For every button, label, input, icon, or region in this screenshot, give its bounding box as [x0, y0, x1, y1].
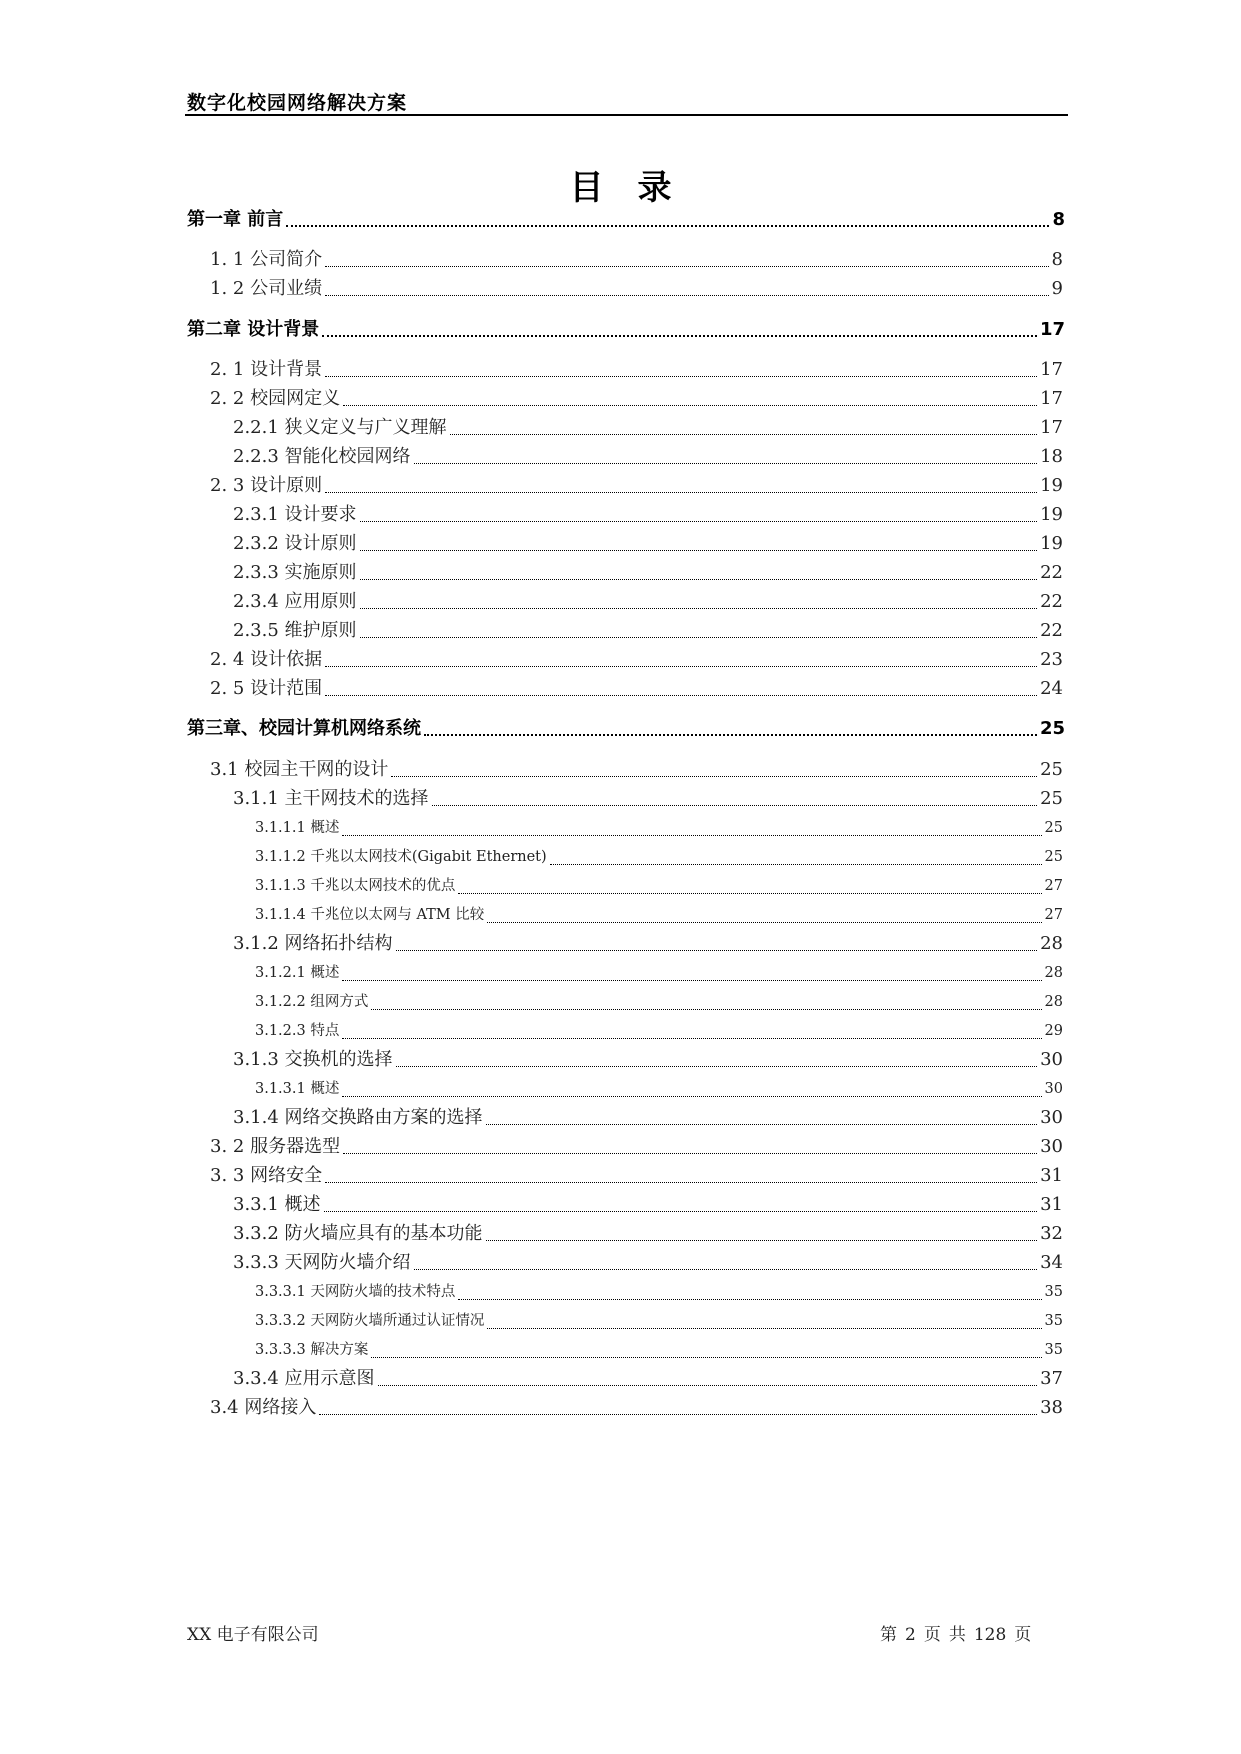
toc-entry-title: 3.3.3 天网防火墙介绍: [233, 1252, 411, 1273]
footer-page-number: 2: [905, 1625, 916, 1645]
toc-entry-page: 34: [1040, 1252, 1063, 1273]
toc-entry[interactable]: [233, 413, 1063, 443]
toc-entry[interactable]: [255, 1277, 1063, 1307]
toc-entry[interactable]: [210, 355, 1063, 385]
toc-dot-leader: [360, 608, 1038, 609]
toc-entry[interactable]: [255, 987, 1063, 1017]
toc-entry-title: 2.3.4 应用原则: [233, 591, 357, 612]
toc-entry-title: 3.1.1.2 千兆以太网技术(Gigabit Ethernet): [255, 849, 547, 865]
toc-dot-leader: [325, 266, 1048, 267]
toc-entry[interactable]: [233, 1190, 1063, 1220]
toc-entry-page: 30: [1040, 1049, 1063, 1070]
toc-entry[interactable]: [233, 1103, 1063, 1133]
toc-entry[interactable]: [233, 442, 1063, 472]
toc-entry-title: 3.1.1 主干网技术的选择: [233, 788, 429, 809]
toc-entry-title: 3.1.2.2 组网方式: [255, 994, 369, 1010]
toc-dot-leader: [343, 405, 1037, 406]
toc-entry-title: 第一章 前言: [187, 209, 284, 230]
toc-dot-leader: [424, 734, 1037, 736]
toc-entry-page: 8: [1052, 209, 1065, 230]
toc-dot-leader: [322, 335, 1037, 337]
toc-entry-page: 25: [1039, 718, 1065, 739]
toc-entry-title: 3. 2 服务器选型: [210, 1136, 341, 1157]
toc-entry-title: 2.3.5 维护原则: [233, 620, 357, 641]
toc-entry-title: 3.3.1 概述: [233, 1194, 321, 1215]
toc-entry-page: 31: [1040, 1194, 1063, 1215]
toc-entry[interactable]: [233, 1219, 1063, 1249]
toc-entry-page: 30: [1044, 1081, 1063, 1097]
toc-entry-title: 3.1.3 交换机的选择: [233, 1049, 393, 1070]
toc-dot-leader: [396, 1066, 1038, 1067]
toc-dot-leader: [325, 492, 1037, 493]
toc-entry-title: 2. 2 校园网定义: [210, 388, 341, 409]
toc-entry-title: 3.1.1.3 千兆以太网技术的优点: [255, 878, 456, 894]
toc-entry-page: 17: [1040, 359, 1063, 380]
toc-entry[interactable]: [233, 529, 1063, 559]
toc-entry[interactable]: [255, 1335, 1063, 1365]
toc-dot-leader: [360, 637, 1038, 638]
toc-dot-leader: [486, 1240, 1038, 1241]
toc-entry-page: 19: [1040, 504, 1063, 525]
toc-entry-title: 3.1.2.3 特点: [255, 1023, 340, 1039]
toc-dot-leader: [324, 1211, 1038, 1212]
toc-dot-leader: [391, 776, 1037, 777]
toc-entry-page: 35: [1044, 1313, 1063, 1329]
toc-entry-page: 35: [1044, 1342, 1063, 1358]
toc-entry-page: 23: [1040, 649, 1063, 670]
toc-entry-page: 22: [1040, 562, 1063, 583]
running-header-title: 数字化校园网络解决方案: [187, 92, 408, 114]
toc-dot-leader: [342, 1038, 1041, 1039]
toc-entry[interactable]: [255, 1306, 1063, 1336]
toc-entry[interactable]: [233, 929, 1063, 959]
toc-entry-title: 3.3.3.3 解决方案: [255, 1342, 369, 1358]
toc-entry-page: 32: [1040, 1223, 1063, 1244]
toc-entry[interactable]: [210, 1161, 1063, 1191]
toc-entry-page: 28: [1044, 994, 1063, 1010]
toc-entry-title: 2.2.3 智能化校园网络: [233, 446, 411, 467]
toc-entry-page: 22: [1040, 591, 1063, 612]
toc-dot-leader: [360, 550, 1038, 551]
toc-entry-page: 30: [1040, 1107, 1063, 1128]
toc-entry-title: 3.1.2.1 概述: [255, 965, 340, 981]
toc-entry-page: 25: [1040, 788, 1063, 809]
toc-entry-page: 18: [1040, 446, 1063, 467]
toc-entry-page: 28: [1040, 933, 1063, 954]
toc-entry-page: 17: [1039, 319, 1065, 340]
toc-dot-leader: [325, 376, 1037, 377]
toc-dot-leader: [396, 950, 1038, 951]
toc-entry[interactable]: [210, 755, 1063, 785]
toc-entry-title: 2.3.2 设计原则: [233, 533, 357, 554]
toc-entry[interactable]: [210, 1393, 1063, 1423]
toc-entry[interactable]: [233, 784, 1063, 814]
toc-entry[interactable]: [187, 205, 1065, 235]
toc-entry-title: 2. 3 设计原则: [210, 475, 323, 496]
toc-entry-title: 2. 5 设计范围: [210, 678, 323, 699]
toc-entry-title: 1. 2 公司业绩: [210, 278, 323, 299]
footer-page-label: 页: [923, 1625, 941, 1645]
toc-entry[interactable]: [210, 1132, 1063, 1162]
toc-entry-title: 1. 1 公司简介: [210, 249, 323, 270]
toc-entry[interactable]: [233, 616, 1063, 646]
toc-entry-title: 3.3.2 防火墙应具有的基本功能: [233, 1223, 483, 1244]
toc-dot-leader: [319, 1414, 1037, 1415]
toc-dot-leader: [487, 922, 1041, 923]
toc-entry[interactable]: [187, 315, 1065, 345]
toc-dot-leader: [550, 864, 1042, 865]
toc-entry-page: 24: [1040, 678, 1063, 699]
toc-entry-title: 2.3.3 实施原则: [233, 562, 357, 583]
toc-dot-leader: [325, 295, 1048, 296]
toc-entry[interactable]: [210, 674, 1063, 704]
toc-dot-leader: [378, 1385, 1038, 1386]
toc-entry[interactable]: [255, 871, 1063, 901]
toc-dot-leader: [486, 1124, 1038, 1125]
toc-entry-page: 19: [1040, 475, 1063, 496]
toc-entry[interactable]: [210, 471, 1063, 501]
toc-dot-leader: [432, 805, 1038, 806]
toc-dot-leader: [414, 463, 1038, 464]
toc-entry[interactable]: [233, 587, 1063, 617]
toc-entry-title: 3.1.2 网络拓扑结构: [233, 933, 393, 954]
toc-entry[interactable]: [210, 274, 1063, 304]
toc-dot-leader: [325, 666, 1037, 667]
toc-entry-page: 27: [1044, 878, 1063, 894]
toc-entry-page: 35: [1044, 1284, 1063, 1300]
toc-entry-title: 2.3.1 设计要求: [233, 504, 357, 525]
toc-dot-leader: [458, 1299, 1041, 1300]
toc-entry-page: 9: [1051, 278, 1063, 299]
footer-total-pages: 128: [973, 1625, 1007, 1645]
toc-entry-title: 3.3.3.2 天网防火墙所通过认证情况: [255, 1313, 485, 1329]
toc-dot-leader: [360, 579, 1038, 580]
toc-entry-title: 3.1 校园主干网的设计: [210, 759, 389, 780]
toc-entry-page: 29: [1044, 1023, 1063, 1039]
toc-dot-leader: [343, 1153, 1037, 1154]
toc-entry-page: 30: [1040, 1136, 1063, 1157]
toc-dot-leader: [342, 980, 1041, 981]
toc-entry-page: 22: [1040, 620, 1063, 641]
toc-entry[interactable]: [233, 1045, 1063, 1075]
toc-entry-title: 3.1.1.4 千兆位以太网与 ATM 比较: [255, 907, 485, 923]
toc-title: 目录: [569, 168, 706, 208]
toc-entry-title: 第二章 设计背景: [187, 319, 320, 340]
toc-entry[interactable]: [233, 500, 1063, 530]
toc-entry[interactable]: [255, 842, 1063, 872]
toc-entry[interactable]: [233, 558, 1063, 588]
footer-page-label: 第: [880, 1625, 897, 1645]
toc-entry-page: 25: [1040, 759, 1063, 780]
toc-entry[interactable]: [255, 900, 1063, 930]
footer-total-label: 共: [948, 1625, 966, 1645]
toc-entry-page: 31: [1040, 1165, 1063, 1186]
toc-entry-title: 3.1.3.1 概述: [255, 1081, 340, 1097]
toc-entry[interactable]: [187, 714, 1065, 744]
toc-entry-page: 19: [1040, 533, 1063, 554]
toc-entry-page: 25: [1044, 849, 1063, 865]
toc-entry-title: 3.4 网络接入: [210, 1397, 317, 1418]
toc-dot-leader: [342, 1096, 1041, 1097]
toc-entry-title: 2. 4 设计依据: [210, 649, 323, 670]
toc-dot-leader: [371, 1357, 1041, 1358]
toc-entry-page: 27: [1044, 907, 1063, 923]
toc-entry-page: 8: [1051, 249, 1063, 270]
toc-dot-leader: [458, 893, 1041, 894]
toc-entry-page: 28: [1044, 965, 1063, 981]
toc-entry[interactable]: [210, 645, 1063, 675]
footer-total-label: 页: [1014, 1625, 1032, 1645]
toc-entry-page: 37: [1040, 1368, 1063, 1389]
toc-entry[interactable]: [255, 1016, 1063, 1046]
toc-dot-leader: [325, 695, 1037, 696]
toc-entry[interactable]: [255, 1074, 1063, 1104]
toc-entry[interactable]: [210, 245, 1063, 275]
toc-entry[interactable]: [210, 384, 1063, 414]
toc-entry-page: 17: [1040, 388, 1063, 409]
toc-entry-page: 25: [1044, 820, 1063, 836]
toc-entry-title: 第三章、校园计算机网络系统: [187, 718, 421, 739]
toc-entry-title: 3.3.4 应用示意图: [233, 1368, 375, 1389]
toc-entry-title: 2. 1 设计背景: [210, 359, 323, 380]
toc-entry[interactable]: [255, 958, 1063, 988]
toc-dot-leader: [286, 225, 1049, 227]
toc-dot-leader: [487, 1328, 1041, 1329]
footer-page-info: [880, 1620, 1039, 1645]
footer-company: XX 电子有限公司: [187, 1625, 319, 1645]
toc-dot-leader: [360, 521, 1038, 522]
toc-dot-leader: [414, 1269, 1038, 1270]
toc-entry-page: 17: [1040, 417, 1063, 438]
toc-entry-title: 3. 3 网络安全: [210, 1165, 323, 1186]
toc-dot-leader: [325, 1182, 1037, 1183]
toc-dot-leader: [371, 1009, 1041, 1010]
toc-entry[interactable]: [255, 813, 1063, 843]
toc-entry[interactable]: [233, 1364, 1063, 1394]
toc-entry-title: 3.1.4 网络交换路由方案的选择: [233, 1107, 483, 1128]
header-divider: [185, 114, 1068, 116]
toc-entry-page: 38: [1040, 1397, 1063, 1418]
toc-entry-title: 3.3.3.1 天网防火墙的技术特点: [255, 1284, 456, 1300]
toc-dot-leader: [450, 434, 1038, 435]
toc-entry-title: 3.1.1.1 概述: [255, 820, 340, 836]
toc-dot-leader: [342, 835, 1041, 836]
toc-entry-title: 2.2.1 狭义定义与广义理解: [233, 417, 447, 438]
toc-entry[interactable]: [233, 1248, 1063, 1278]
